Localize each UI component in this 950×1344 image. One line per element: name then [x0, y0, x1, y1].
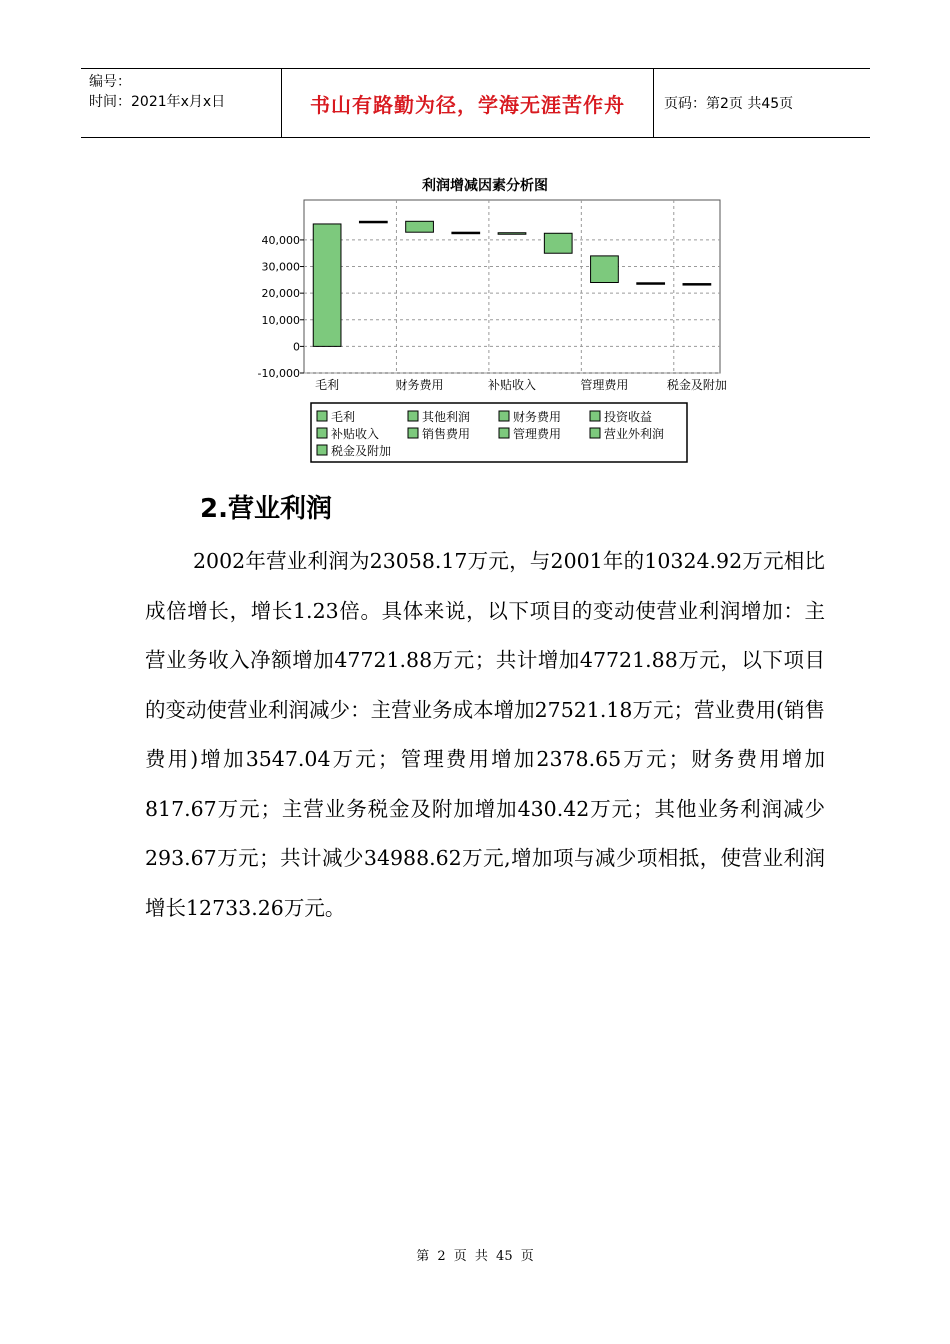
y-tick-label: -10,000	[257, 367, 300, 380]
legend-label: 投资收益	[604, 410, 653, 424]
legend-label: 税金及附加	[331, 444, 392, 458]
y-tick-label: 30,000	[261, 260, 300, 274]
legend-label: 补贴收入	[331, 427, 380, 441]
y-tick-label: 10,000	[261, 313, 300, 327]
bar-6	[591, 256, 619, 283]
legend-swatch	[499, 411, 509, 421]
legend-swatch	[317, 411, 327, 421]
x-tick-label: 管理费用	[580, 378, 629, 392]
legend-label: 管理费用	[513, 427, 562, 441]
legend-swatch	[590, 411, 600, 421]
legend-label: 毛利	[331, 410, 356, 424]
legend-label: 其他利润	[422, 410, 471, 424]
bar-7	[637, 283, 665, 285]
page-footer: 第 2 页 共 45 页	[416, 1249, 534, 1264]
doc-number-label: 编号：	[89, 74, 131, 90]
legend-swatch	[317, 428, 327, 438]
header-motto: 书山有路勤为径，学海无涯苦作舟	[282, 69, 654, 137]
x-tick-label: 毛利	[315, 378, 340, 392]
bar-0	[313, 224, 341, 346]
bar-2	[406, 221, 434, 232]
header-page-label: 页码：第2页 共45页	[664, 96, 794, 112]
bar-4	[498, 233, 526, 235]
legend-swatch	[317, 445, 327, 455]
bar-1	[359, 221, 387, 223]
x-tick-label: 税金及附加	[666, 378, 727, 392]
legend-label: 营业外利润	[604, 427, 665, 441]
header-meta	[81, 69, 282, 137]
legend-swatch	[408, 411, 418, 421]
section-title: 2.营业利润	[200, 494, 332, 524]
legend-swatch	[590, 428, 600, 438]
bar-3	[452, 232, 480, 234]
bar-5	[544, 233, 572, 253]
x-tick-label: 补贴收入	[487, 378, 537, 392]
plot-area	[304, 200, 720, 373]
y-tick-label: 0	[293, 340, 300, 354]
legend-label: 销售费用	[422, 427, 471, 441]
x-tick-label: 财务费用	[395, 378, 444, 392]
profit-waterfall-chart	[240, 168, 740, 468]
legend-swatch	[499, 428, 509, 438]
bar-8	[683, 284, 711, 286]
legend-label: 财务费用	[513, 410, 562, 424]
body-paragraph: 2002年营业利润为23058.17万元，与2001年的10324.92万元相比成倍增长，增长1.23倍。具体来说，以下项目的变动使营业利润增加：主营业务收入净额增加47721.88万元；共计增加47721.88万元，以下项目的变动使营业利润减少：主营业务成本增加27521.18万元；营业费用(销售费用)增加3547.04万元；管理费用增加2378.65万元；财务费用增加817.67万元；主营业务税金及附加增加430.42万元；其他业务利润减少293.67万元；共计减少34988.62万元,增加项与减少项相抵，使营业利润增长12733.26万元。	[145, 549, 825, 920]
page-header	[81, 68, 870, 138]
y-tick-label: 40,000	[261, 233, 300, 247]
legend-swatch	[408, 428, 418, 438]
chart-svg	[240, 168, 740, 468]
y-tick-label: 20,000	[261, 287, 300, 301]
chart-title: 利润增减因素分析图	[422, 178, 548, 194]
doc-time-label: 时间：2021年x月x日	[89, 94, 226, 110]
